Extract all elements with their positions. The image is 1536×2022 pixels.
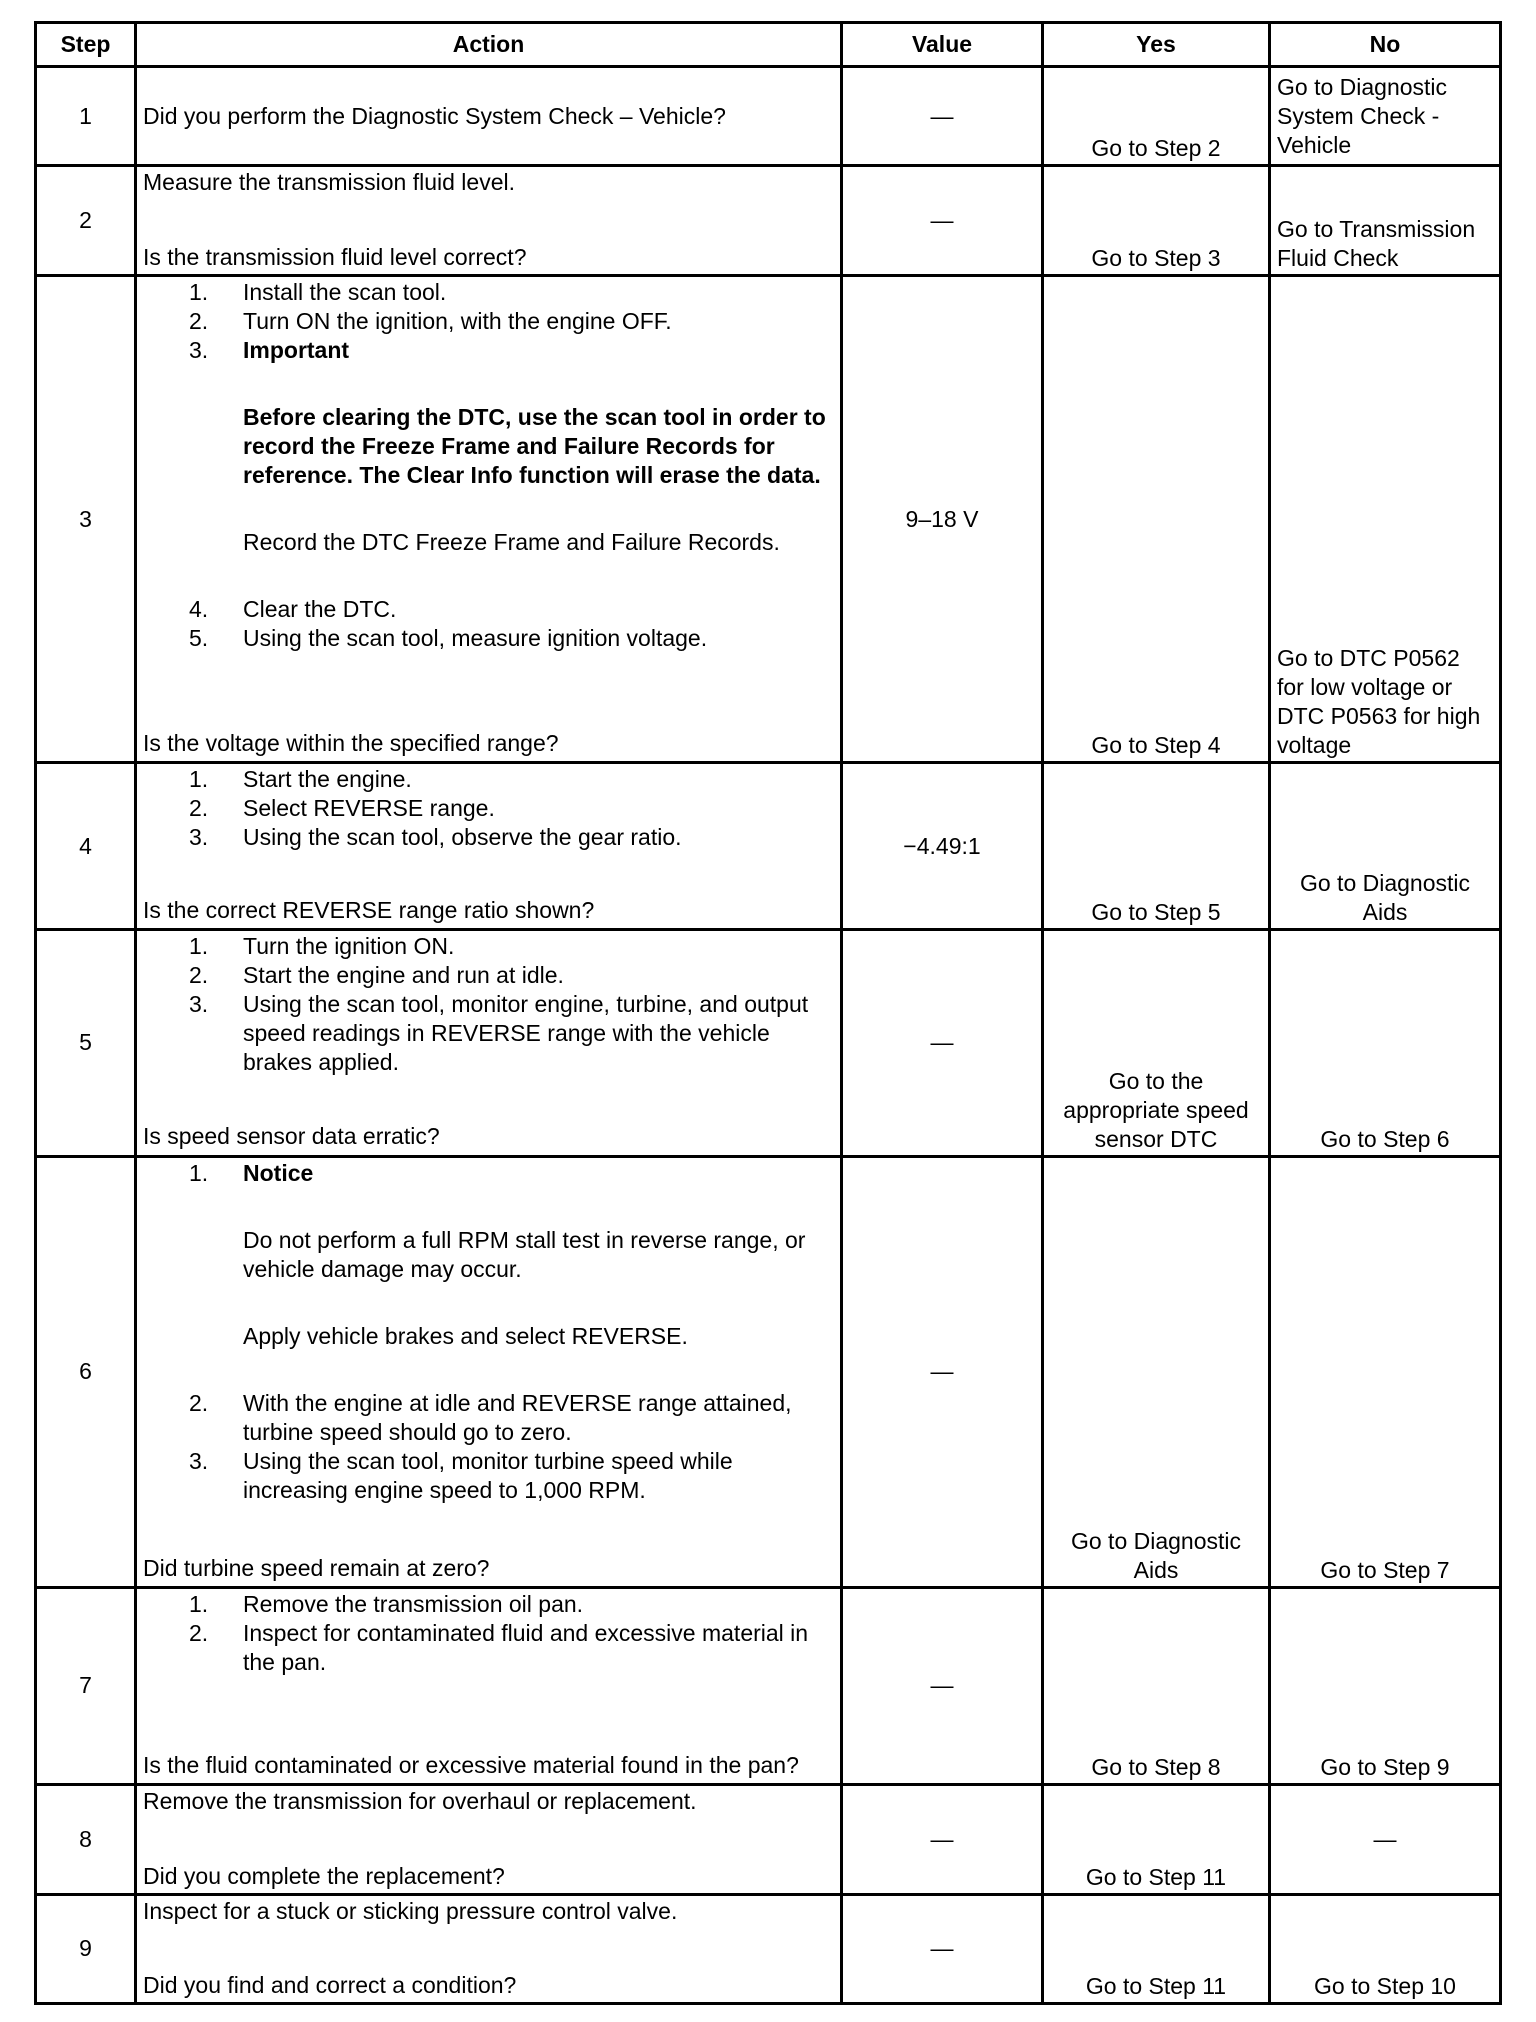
table-row — [36, 166, 1501, 276]
action-steps — [143, 1159, 834, 1505]
action-cell — [136, 1156, 842, 1587]
table-row — [36, 67, 1501, 166]
step-number: 7 — [36, 1587, 136, 1784]
action-steps — [143, 1590, 834, 1677]
list-item: 3. Using the scan tool, monitor engine, turbine, and output speed readings in REVERSE range with the vehicle brakes applied. — [189, 991, 809, 1076]
list-item: 2. Inspect for contaminated fluid and excessive material in the pan. — [189, 1619, 809, 1675]
list-item: 5. Using the scan tool, measure ignition voltage. — [189, 625, 708, 652]
action-question: Did turbine speed remain at zero? — [143, 1554, 490, 1581]
list-item: 1. Remove the transmission oil pan. — [189, 1590, 584, 1617]
value-cell: — — [842, 1894, 1043, 2003]
step-number: 2 — [36, 166, 136, 276]
sub-instruction: Apply vehicle brakes and select REVERSE. — [243, 1322, 688, 1349]
action-question: Is the voltage within the specified range? — [143, 730, 559, 757]
list-item: 3. Important Before clearing the DTC, use the scan tool in order to record the Freeze Frame and Failure Records for reference. The Clear Info function will erase the data. Record the DTC Freeze Frame and Failure Records. — [143, 336, 834, 595]
step-number: 8 — [36, 1784, 136, 1894]
value-cell: — — [842, 67, 1043, 166]
list-item: 2. With the engine at idle and REVERSE range attained, turbine speed should go to zero. — [189, 1389, 792, 1445]
step-number: 9 — [36, 1894, 136, 2003]
yes-cell: Go to Step 4 — [1043, 276, 1270, 763]
action-steps — [143, 765, 834, 852]
step-number: 6 — [36, 1156, 136, 1587]
step-number: 1 — [36, 67, 136, 166]
action-question: Did you find and correct a condition? — [143, 1971, 517, 1998]
yes-cell: Go to Step 8 — [1043, 1587, 1270, 1784]
value-cell: — — [842, 1587, 1043, 1784]
table-row — [36, 276, 1501, 763]
yes-cell: Go to Step 3 — [1043, 166, 1270, 276]
value-cell: — — [842, 1156, 1043, 1587]
list-item: 3. Using the scan tool, observe the gear ratio. — [189, 824, 682, 851]
action-cell — [136, 276, 842, 763]
list-item: 3. Using the scan tool, monitor turbine speed while increasing engine speed to 1,000 RPM. — [189, 1447, 733, 1503]
list-item: 1. Install the scan tool. — [189, 279, 447, 306]
yes-cell: Go to Step 5 — [1043, 763, 1270, 930]
no-cell: Go to Transmission Fluid Check — [1270, 166, 1501, 276]
step-number: 4 — [36, 763, 136, 930]
no-cell: Go to DTC P0562 for low voltage or DTC P0563 for high voltage — [1270, 276, 1501, 763]
list-item: 1. Turn the ignition ON. — [189, 933, 455, 960]
action-cell — [136, 1894, 842, 2003]
action-question: Is speed sensor data erratic? — [143, 1123, 440, 1150]
table-row — [36, 1587, 1501, 1784]
value-cell: — — [842, 166, 1043, 276]
action-text: Inspect for a stuck or sticking pressure control valve. — [143, 1897, 678, 1924]
table-row — [36, 1156, 1501, 1587]
yes-cell: Go to Diagnostic Aids — [1043, 1156, 1270, 1587]
action-cell — [136, 930, 842, 1156]
list-item: 1. Start the engine. — [189, 766, 412, 793]
header-row — [36, 23, 1501, 67]
important-heading: Important — [243, 337, 350, 364]
no-cell: Go to Step 9 — [1270, 1587, 1501, 1784]
header-yes: Yes — [1043, 23, 1270, 67]
action-cell — [136, 1784, 842, 1894]
no-cell: Go to Step 6 — [1270, 930, 1501, 1156]
no-cell: Go to Diagnostic Aids — [1270, 763, 1501, 930]
header-action: Action — [136, 23, 842, 67]
value-cell: 9–18 V — [842, 276, 1043, 763]
table-row — [36, 930, 1501, 1156]
list-item: 2. Select REVERSE range. — [189, 795, 495, 822]
value-cell: −4.49:1 — [842, 763, 1043, 930]
action-text: Did you perform the Diagnostic System Check – Vehicle? — [143, 102, 726, 129]
table-row — [36, 763, 1501, 930]
no-cell: Go to Step 7 — [1270, 1156, 1501, 1587]
action-question: Did you complete the replacement? — [143, 1862, 505, 1889]
action-cell — [136, 67, 842, 166]
list-item: 4. Clear the DTC. — [189, 596, 397, 623]
action-cell — [136, 1587, 842, 1784]
list-item: 2. Start the engine and run at idle. — [189, 962, 564, 989]
no-cell: Go to Step 10 — [1270, 1894, 1501, 2003]
important-note: Before clearing the DTC, use the scan tool in order to record the Freeze Frame and Failure Records for reference. The Clear Info function will erase the data. — [243, 404, 826, 489]
list-item: 2. Turn ON the ignition, with the engine OFF. — [189, 308, 672, 335]
notice-heading: Notice — [243, 1159, 314, 1186]
list-item: 1. Notice Do not perform a full RPM stall test in reverse range, or vehicle damage may occur. Apply vehicle brakes and select REVERSE. — [143, 1159, 834, 1389]
step-number: 3 — [36, 276, 136, 763]
action-question: Is the transmission fluid level correct? — [143, 244, 527, 271]
action-question: Is the correct REVERSE range ratio shown? — [143, 897, 595, 924]
action-steps — [143, 932, 834, 1077]
action-text: Remove the transmission for overhaul or replacement. — [143, 1787, 697, 1814]
yes-cell: Go to Step 2 — [1043, 67, 1270, 166]
diagnostic-table — [34, 21, 1502, 2005]
header-step: Step — [36, 23, 136, 67]
action-text: Measure the transmission fluid level. — [143, 169, 515, 196]
value-cell: — — [842, 930, 1043, 1156]
yes-cell: Go to Step 11 — [1043, 1894, 1270, 2003]
header-value: Value — [842, 23, 1043, 67]
sub-instruction: Record the DTC Freeze Frame and Failure Records. — [243, 529, 780, 556]
yes-cell: Go to the appropriate speed sensor DTC — [1043, 930, 1270, 1156]
notice-text: Do not perform a full RPM stall test in reverse range, or vehicle damage may occur. — [243, 1226, 806, 1282]
no-cell: — — [1270, 1784, 1501, 1894]
value-cell: — — [842, 1784, 1043, 1894]
action-cell — [136, 763, 842, 930]
no-cell: Go to Diagnostic System Check - Vehicle — [1270, 67, 1501, 166]
table-row — [36, 1894, 1501, 2003]
yes-cell: Go to Step 11 — [1043, 1784, 1270, 1894]
action-cell — [136, 166, 842, 276]
action-question: Is the fluid contaminated or excessive material found in the pan? — [143, 1751, 799, 1778]
header-no: No — [1270, 23, 1501, 67]
table-row — [36, 1784, 1501, 1894]
action-steps — [143, 278, 834, 653]
step-number: 5 — [36, 930, 136, 1156]
